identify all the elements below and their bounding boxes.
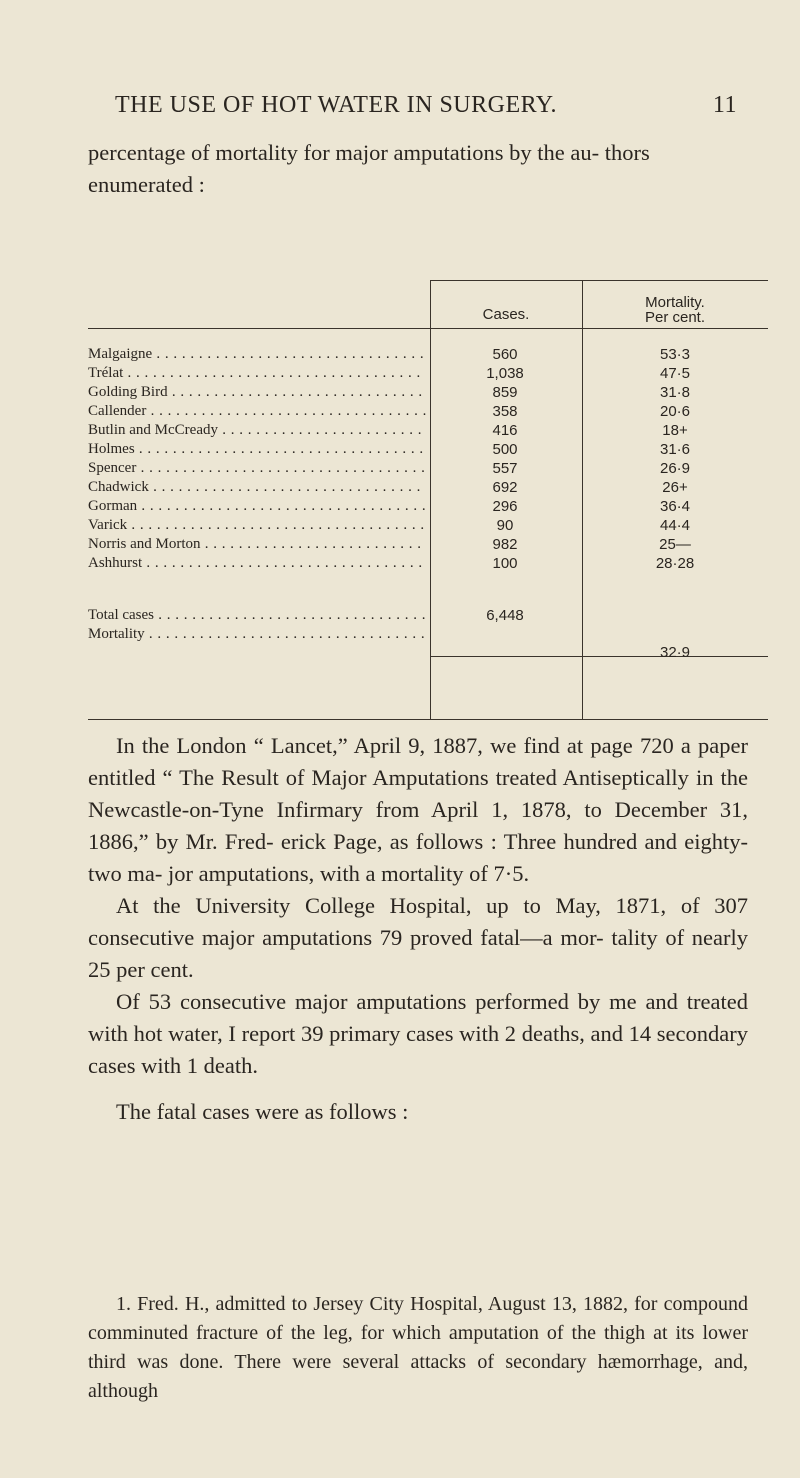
mortality-value: 18+ (662, 422, 688, 439)
column-header-cases: Cases. (482, 306, 530, 323)
mortality-value: 26·9 (659, 460, 691, 477)
total-cases-label: Total cases . . . (88, 606, 426, 625)
cases-value: 982 (492, 536, 518, 553)
cases-value: 859 (492, 384, 518, 401)
case-report (88, 1290, 748, 1406)
cases-value: 416 (492, 422, 518, 439)
mortality-label: Mortality . . . (88, 625, 426, 644)
author-name: Varick . . . (88, 516, 426, 535)
table-row (88, 440, 768, 459)
table-row (88, 497, 768, 516)
table-row (88, 554, 768, 573)
author-name: Malgaigne . . . (88, 345, 426, 364)
mortality-value: 31·6 (659, 441, 691, 458)
table-row (88, 478, 768, 497)
mortality-table (88, 280, 768, 720)
case-report-1: 1. Fred. H., admitted to Jersey City Hospital, August 13, 1882, for compound comminuted fracture of the leg, for which amputation of the thigh at its lower third was done. There were several attacks of secondary hæmorrhage, and, although (88, 1293, 748, 1402)
author-name: Golding Bird . . . (88, 383, 426, 402)
mortality-value: 36·4 (659, 498, 691, 515)
mortality-value: 26+ (662, 479, 688, 496)
cases-value: 1,038 (486, 365, 524, 382)
author-name: Butlin and McCready . . . (88, 421, 426, 440)
mortality-value: 28·28 (655, 555, 695, 572)
mortality-value: 47·5 (659, 365, 691, 382)
cases-value: 557 (492, 460, 518, 477)
paragraph-lancet: In the London “ Lancet,” April 9, 1887, we find at page 720 a paper entitled “ The Result of Major Amputations treated Antiseptically in the Newcastle-on-Tyne Infirmary from April 1, 1878, to December 31, 1886,” by Mr. Fred- erick Page, as follows : Three hundred and eighty-two ma- jor amputations, with a mortality of 7·5. (88, 733, 748, 886)
table-top-rule (430, 280, 768, 281)
mortality-value: 20·6 (659, 403, 691, 420)
table-row (88, 459, 768, 478)
column-header-mortality: Mortality. (645, 294, 705, 311)
column-header-per-cent: Per cent. (644, 309, 706, 326)
cases-value: 560 (492, 346, 518, 363)
cases-value: 358 (492, 403, 518, 420)
table-bottom-rule (88, 719, 768, 720)
paragraph-author-cases: Of 53 consecutive major amputations performed by me and treated with hot water, I report 39 primary cases with 2 deaths, and 14 secondary cases with 1 death. (88, 989, 748, 1078)
cases-value: 100 (492, 555, 518, 572)
table-row (88, 516, 768, 535)
mortality-row (88, 625, 768, 661)
table-row (88, 383, 768, 402)
table-row (88, 364, 768, 383)
intro-paragraph: percentage of mortality for major amputations by the au- thors enumerated : (88, 140, 650, 197)
header-rule (88, 328, 768, 329)
author-name: Gorman . . . (88, 497, 426, 516)
author-name: Chadwick . . . (88, 478, 426, 497)
overall-mortality-value: 32·9 (659, 644, 691, 661)
cases-value: 500 (492, 441, 518, 458)
running-title: THE USE OF HOT WATER IN SURGERY. (115, 92, 558, 118)
author-name: Ashhurst . . . (88, 554, 426, 573)
author-name: Callender . . . (88, 402, 426, 421)
total-cases-value: 6,448 (486, 607, 524, 624)
table-row (88, 421, 768, 440)
author-name: Norris and Morton . . . (88, 535, 426, 554)
author-name: Spencer . . . (88, 459, 426, 478)
cases-value: 296 (492, 498, 518, 515)
author-name: Holmes . . . (88, 440, 426, 459)
table-row (88, 402, 768, 421)
cases-value: 692 (492, 479, 518, 496)
paragraph-university-college: At the University College Hospital, up to May, 1871, of 307 consecutive major amputations 79 proved fatal—a mor- tality of nearly 25 per cent. (88, 893, 748, 982)
mortality-value: 53·3 (659, 346, 691, 363)
body-text (88, 730, 748, 1128)
mortality-value: 31·8 (659, 384, 691, 401)
author-name: Trélat . . . (88, 364, 426, 383)
mortality-value: 25— (659, 536, 691, 553)
mortality-value: 44·4 (659, 517, 691, 534)
page-number: 11 (712, 92, 737, 118)
paragraph-fatal-cases: The fatal cases were as follows : (116, 1099, 409, 1124)
cases-value: 90 (496, 517, 514, 534)
table-row (88, 345, 768, 364)
total-cases-row (88, 606, 768, 625)
table-row (88, 535, 768, 554)
